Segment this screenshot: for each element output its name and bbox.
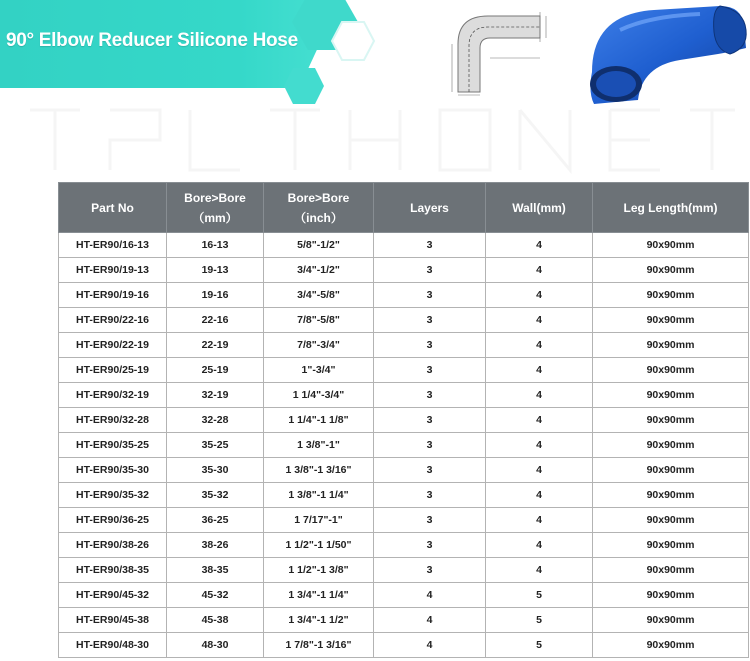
bore-mm-cell: 36-25 xyxy=(167,508,264,533)
table-row xyxy=(59,458,749,483)
bore-mm-cell: 38-35 xyxy=(167,558,264,583)
table-row xyxy=(59,433,749,458)
wall-cell: 4 xyxy=(486,308,593,333)
column-header-bore-inch: Bore>Bore （inch） xyxy=(264,183,374,233)
layers-cell: 3 xyxy=(374,308,486,333)
table-row xyxy=(59,558,749,583)
wall-cell: 4 xyxy=(486,533,593,558)
leg-length-cell: 90x90mm xyxy=(593,233,749,258)
background-watermark xyxy=(20,100,740,175)
leg-length-cell: 90x90mm xyxy=(593,458,749,483)
leg-length-cell: 90x90mm xyxy=(593,608,749,633)
layers-cell: 3 xyxy=(374,283,486,308)
bore-inch-cell: 1 3/8"-1 3/16" xyxy=(264,458,374,483)
table-row xyxy=(59,283,749,308)
bore-inch-cell: 1 3/8"-1 1/4" xyxy=(264,483,374,508)
bore-inch-cell: 7/8"-3/4" xyxy=(264,333,374,358)
hexagon-decoration xyxy=(330,20,376,62)
wall-cell: 4 xyxy=(486,358,593,383)
column-header-layers: Layers xyxy=(374,183,486,233)
table-row xyxy=(59,633,749,658)
layers-cell: 4 xyxy=(374,633,486,658)
bore-mm-cell: 32-19 xyxy=(167,383,264,408)
bore-mm-cell: 45-38 xyxy=(167,608,264,633)
part-no-cell: HT-ER90/16-13 xyxy=(59,233,167,258)
header-banner xyxy=(0,0,750,175)
leg-length-cell: 90x90mm xyxy=(593,633,749,658)
layers-cell: 3 xyxy=(374,433,486,458)
part-no-cell: HT-ER90/38-35 xyxy=(59,558,167,583)
wall-cell: 4 xyxy=(486,508,593,533)
part-no-cell: HT-ER90/45-32 xyxy=(59,583,167,608)
hose-dimension-diagram xyxy=(428,4,576,98)
bore-mm-cell: 38-26 xyxy=(167,533,264,558)
layers-cell: 3 xyxy=(374,333,486,358)
column-header-wall: Wall(mm) xyxy=(486,183,593,233)
leg-length-cell: 90x90mm xyxy=(593,383,749,408)
part-no-cell: HT-ER90/38-26 xyxy=(59,533,167,558)
blue-silicone-elbow-image xyxy=(580,0,750,110)
bore-inch-cell: 1 3/4"-1 1/2" xyxy=(264,608,374,633)
leg-length-cell: 90x90mm xyxy=(593,558,749,583)
wall-cell: 5 xyxy=(486,608,593,633)
bore-inch-cell: 1 3/8"-1" xyxy=(264,433,374,458)
bore-inch-cell: 1 1/4"-3/4" xyxy=(264,383,374,408)
part-no-cell: HT-ER90/25-19 xyxy=(59,358,167,383)
bore-inch-cell: 5/8"-1/2" xyxy=(264,233,374,258)
bore-inch-cell: 1 1/2"-1 3/8" xyxy=(264,558,374,583)
layers-cell: 3 xyxy=(374,358,486,383)
wall-cell: 4 xyxy=(486,383,593,408)
layers-cell: 3 xyxy=(374,483,486,508)
part-no-cell: HT-ER90/19-13 xyxy=(59,258,167,283)
page-title: 90° Elbow Reducer Silicone Hose xyxy=(6,30,298,51)
layers-cell: 3 xyxy=(374,383,486,408)
bore-mm-cell: 19-16 xyxy=(167,283,264,308)
leg-length-cell: 90x90mm xyxy=(593,358,749,383)
bore-mm-cell: 16-13 xyxy=(167,233,264,258)
layers-cell: 3 xyxy=(374,258,486,283)
bore-inch-cell: 1 3/4"-1 1/4" xyxy=(264,583,374,608)
layers-cell: 4 xyxy=(374,583,486,608)
part-no-cell: HT-ER90/36-25 xyxy=(59,508,167,533)
layers-cell: 4 xyxy=(374,608,486,633)
wall-cell: 4 xyxy=(486,558,593,583)
bore-mm-cell: 32-28 xyxy=(167,408,264,433)
bore-inch-cell: 1 7/17"-1" xyxy=(264,508,374,533)
part-no-cell: HT-ER90/19-16 xyxy=(59,283,167,308)
leg-length-cell: 90x90mm xyxy=(593,483,749,508)
wall-cell: 4 xyxy=(486,458,593,483)
layers-cell: 3 xyxy=(374,233,486,258)
table-header-row xyxy=(59,183,749,233)
bore-mm-cell: 25-19 xyxy=(167,358,264,383)
layers-cell: 3 xyxy=(374,533,486,558)
column-header-leg-length: Leg Length(mm) xyxy=(593,183,749,233)
wall-cell: 4 xyxy=(486,333,593,358)
bore-inch-cell: 1"-3/4" xyxy=(264,358,374,383)
table-row xyxy=(59,383,749,408)
part-no-cell: HT-ER90/45-38 xyxy=(59,608,167,633)
part-no-cell: HT-ER90/22-16 xyxy=(59,308,167,333)
leg-length-cell: 90x90mm xyxy=(593,508,749,533)
bore-inch-cell: 1 7/8"-1 3/16" xyxy=(264,633,374,658)
bore-mm-cell: 35-25 xyxy=(167,433,264,458)
part-no-cell: HT-ER90/35-30 xyxy=(59,458,167,483)
layers-cell: 3 xyxy=(374,408,486,433)
table-row xyxy=(59,233,749,258)
bore-mm-cell: 22-16 xyxy=(167,308,264,333)
layers-cell: 3 xyxy=(374,558,486,583)
bore-inch-cell: 3/4"-1/2" xyxy=(264,258,374,283)
layers-cell: 3 xyxy=(374,458,486,483)
bore-inch-cell: 1 1/4"-1 1/8" xyxy=(264,408,374,433)
bore-inch-cell: 7/8"-5/8" xyxy=(264,308,374,333)
wall-cell: 5 xyxy=(486,633,593,658)
table-row xyxy=(59,508,749,533)
part-no-cell: HT-ER90/35-25 xyxy=(59,433,167,458)
leg-length-cell: 90x90mm xyxy=(593,333,749,358)
leg-length-cell: 90x90mm xyxy=(593,308,749,333)
bore-mm-cell: 35-30 xyxy=(167,458,264,483)
wall-cell: 4 xyxy=(486,433,593,458)
leg-length-cell: 90x90mm xyxy=(593,433,749,458)
bore-mm-cell: 45-32 xyxy=(167,583,264,608)
bore-inch-cell: 3/4"-5/8" xyxy=(264,283,374,308)
bore-mm-cell: 48-30 xyxy=(167,633,264,658)
leg-length-cell: 90x90mm xyxy=(593,583,749,608)
layers-cell: 3 xyxy=(374,508,486,533)
wall-cell: 4 xyxy=(486,483,593,508)
wall-cell: 4 xyxy=(486,258,593,283)
part-no-cell: HT-ER90/48-30 xyxy=(59,633,167,658)
wall-cell: 5 xyxy=(486,583,593,608)
bore-inch-cell: 1 1/2"-1 1/50" xyxy=(264,533,374,558)
table-row xyxy=(59,333,749,358)
wall-cell: 4 xyxy=(486,283,593,308)
part-no-cell: HT-ER90/22-19 xyxy=(59,333,167,358)
table-row xyxy=(59,483,749,508)
table-row xyxy=(59,583,749,608)
spec-table xyxy=(58,182,749,658)
table-row xyxy=(59,608,749,633)
table-row xyxy=(59,258,749,283)
part-no-cell: HT-ER90/35-32 xyxy=(59,483,167,508)
leg-length-cell: 90x90mm xyxy=(593,283,749,308)
table-row xyxy=(59,308,749,333)
wall-cell: 4 xyxy=(486,408,593,433)
part-no-cell: HT-ER90/32-19 xyxy=(59,383,167,408)
leg-length-cell: 90x90mm xyxy=(593,408,749,433)
bore-mm-cell: 22-19 xyxy=(167,333,264,358)
bore-mm-cell: 19-13 xyxy=(167,258,264,283)
bore-mm-cell: 35-32 xyxy=(167,483,264,508)
column-header-bore-mm: Bore>Bore （mm） xyxy=(167,183,264,233)
table-row xyxy=(59,358,749,383)
leg-length-cell: 90x90mm xyxy=(593,533,749,558)
table-row xyxy=(59,408,749,433)
wall-cell: 4 xyxy=(486,233,593,258)
column-header-part-no: Part No xyxy=(59,183,167,233)
table-row xyxy=(59,533,749,558)
leg-length-cell: 90x90mm xyxy=(593,258,749,283)
part-no-cell: HT-ER90/32-28 xyxy=(59,408,167,433)
